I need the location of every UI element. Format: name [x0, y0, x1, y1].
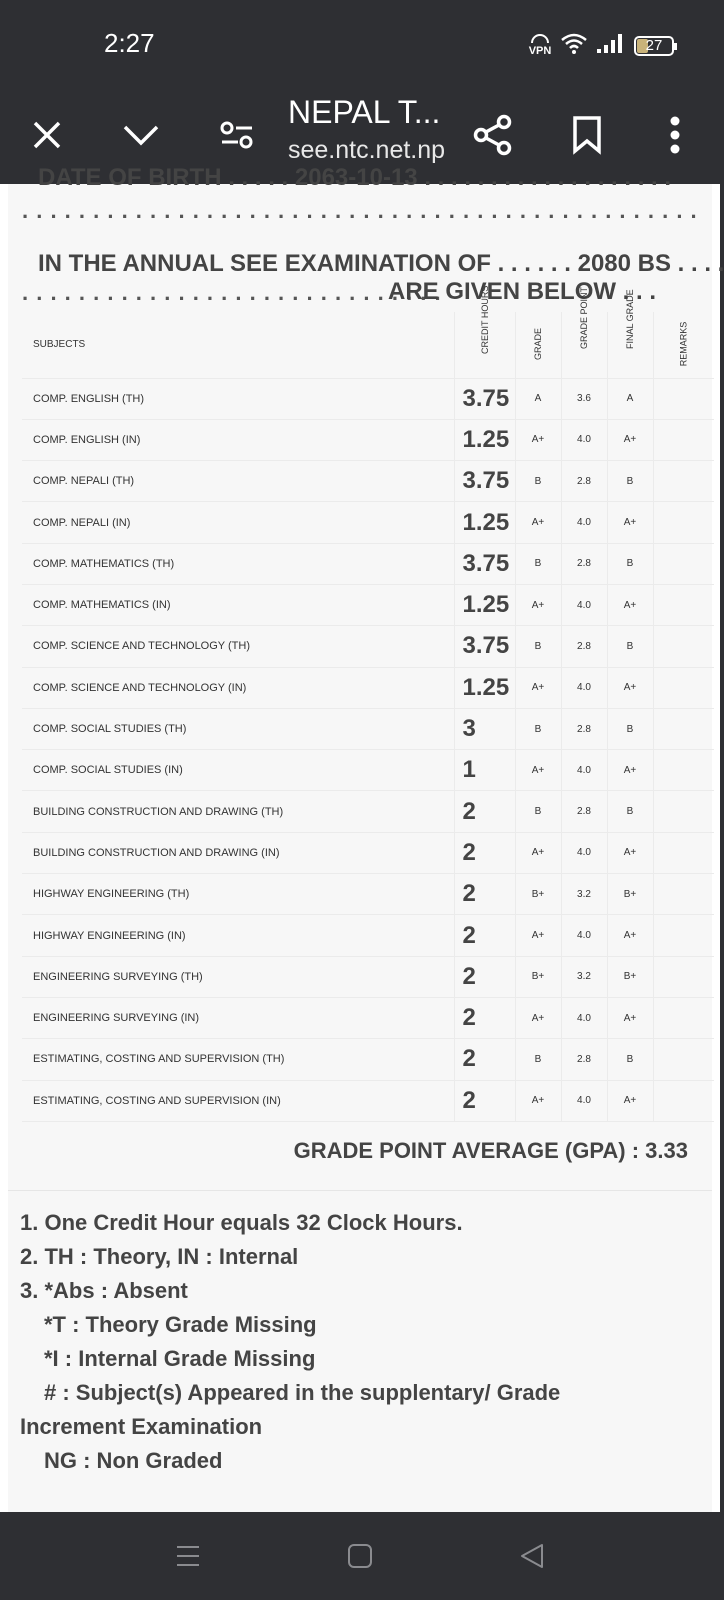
table-row	[22, 1039, 714, 1080]
cell-subject: COMP. SCIENCE AND TECHNOLOGY (TH)	[22, 626, 454, 667]
chevron-down-icon[interactable]	[116, 110, 166, 160]
cell-final-grade: B	[607, 543, 653, 584]
cell-remarks	[653, 419, 714, 460]
cell-subject: BUILDING CONSTRUCTION AND DRAWING (TH)	[22, 791, 454, 832]
cell-grade-point: 4.0	[561, 667, 607, 708]
cell-remarks	[653, 874, 714, 915]
cell-grade: A+	[515, 997, 561, 1038]
cell-grade-point: 2.8	[561, 791, 607, 832]
cell-grade: A+	[515, 584, 561, 625]
table-row	[22, 584, 714, 625]
cell-grade: A+	[515, 832, 561, 873]
cell-grade-point: 4.0	[561, 1080, 607, 1121]
cell-final-grade: A+	[607, 667, 653, 708]
status-bar	[0, 0, 720, 88]
cell-grade: B+	[515, 874, 561, 915]
notes-divider	[8, 1190, 712, 1191]
exam-heading: IN THE ANNUAL SEE EXAMINATION OF . . . . . . 2080 BS . . . .	[38, 250, 724, 277]
cell-subject: ENGINEERING SURVEYING (IN)	[22, 997, 454, 1038]
more-vert-icon[interactable]	[650, 110, 700, 160]
cell-final-grade: A+	[607, 1080, 653, 1121]
cell-credit-hours: 1	[454, 750, 515, 791]
cell-final-grade: B+	[607, 874, 653, 915]
table-row	[22, 502, 714, 543]
cell-remarks	[653, 750, 714, 791]
table-row	[22, 832, 714, 873]
close-icon[interactable]	[22, 110, 72, 160]
cell-subject: ENGINEERING SURVEYING (TH)	[22, 956, 454, 997]
cell-remarks	[653, 791, 714, 832]
result-sheet	[8, 164, 724, 1512]
wifi-icon	[560, 32, 588, 59]
recent-apps-icon[interactable]	[172, 1540, 204, 1572]
vpn-icon	[528, 35, 552, 56]
web-page[interactable]	[0, 164, 724, 1512]
table-row	[22, 1080, 714, 1121]
cell-remarks	[653, 502, 714, 543]
table-row	[22, 915, 714, 956]
cell-final-grade: A+	[607, 832, 653, 873]
cell-final-grade: B	[607, 461, 653, 502]
cell-grade-point: 4.0	[561, 915, 607, 956]
table-row	[22, 461, 714, 502]
page-url[interactable]: see.ntc.net.np	[288, 136, 446, 164]
cell-credit-hours: 1.25	[454, 667, 515, 708]
cell-credit-hours: 2	[454, 956, 515, 997]
cell-credit-hours: 1.25	[454, 502, 515, 543]
dotted-line: . . . . . . . . . . . . . . . . . . . . . . . . . . . . . . . . . . . . . . . . . . . . . . . .	[22, 198, 698, 223]
cell-remarks	[653, 626, 714, 667]
cell-remarks	[653, 584, 714, 625]
note-1: 1. One Credit Hour equals 32 Clock Hours.	[20, 1210, 463, 1235]
cell-credit-hours: 2	[454, 915, 515, 956]
cell-subject: ESTIMATING, COSTING AND SUPERVISION (IN)	[22, 1080, 454, 1121]
cell-credit-hours: 3.75	[454, 626, 515, 667]
cell-remarks	[653, 1039, 714, 1080]
cell-credit-hours: 3.75	[454, 461, 515, 502]
gpa-summary: GRADE POINT AVERAGE (GPA) : 3.33	[293, 1138, 688, 1163]
cell-final-grade: A	[607, 378, 653, 419]
cell-grade-point: 2.8	[561, 708, 607, 749]
table-row	[22, 543, 714, 584]
cell-credit-hours: 2	[454, 791, 515, 832]
table-row	[22, 750, 714, 791]
cell-subject: COMP. MATHEMATICS (IN)	[22, 584, 454, 625]
cell-grade-point: 3.6	[561, 378, 607, 419]
table-row	[22, 956, 714, 997]
cell-remarks	[653, 461, 714, 502]
cell-subject: COMP. MATHEMATICS (TH)	[22, 543, 454, 584]
cell-subject: COMP. NEPALI (TH)	[22, 461, 454, 502]
cell-subject: HIGHWAY ENGINEERING (IN)	[22, 915, 454, 956]
note-3-t: *T : Theory Grade Missing	[44, 1312, 317, 1337]
cell-grade: A+	[515, 502, 561, 543]
site-settings-icon[interactable]	[212, 110, 262, 160]
note-3: 3. *Abs : Absent	[20, 1278, 188, 1303]
cell-remarks	[653, 378, 714, 419]
cell-final-grade: A+	[607, 915, 653, 956]
cell-subject: COMP. NEPALI (IN)	[22, 502, 454, 543]
header-remarks: REMARKS	[653, 312, 714, 378]
cell-remarks	[653, 543, 714, 584]
cell-remarks	[653, 997, 714, 1038]
back-icon[interactable]	[516, 1540, 548, 1572]
cell-final-grade: A+	[607, 502, 653, 543]
cell-grade-point: 4.0	[561, 584, 607, 625]
cell-grade-point: 4.0	[561, 750, 607, 791]
cell-credit-hours: 1.25	[454, 419, 515, 460]
date-of-birth-line: DATE OF BIRTH . . . . . 2063-10-13 . . . . . . . . . . . . . . . . . . .	[38, 164, 672, 191]
note-3-i: *I : Internal Grade Missing	[44, 1346, 316, 1371]
cell-final-grade: B	[607, 626, 653, 667]
cell-final-grade: B	[607, 708, 653, 749]
cell-grade: B	[515, 461, 561, 502]
table-header-row	[22, 312, 714, 378]
cell-final-grade: B	[607, 1039, 653, 1080]
cell-final-grade: B	[607, 791, 653, 832]
cell-grade-point: 4.0	[561, 419, 607, 460]
cell-subject: ESTIMATING, COSTING AND SUPERVISION (TH)	[22, 1039, 454, 1080]
cell-grade: A+	[515, 750, 561, 791]
cell-grade-point: 2.8	[561, 1039, 607, 1080]
header-grade-point: GRADE POINT	[561, 312, 607, 378]
table-row	[22, 791, 714, 832]
cell-remarks	[653, 915, 714, 956]
cell-subject: BUILDING CONSTRUCTION AND DRAWING (IN)	[22, 832, 454, 873]
cell-grade: A	[515, 378, 561, 419]
cell-grade: A+	[515, 419, 561, 460]
home-icon[interactable]	[344, 1540, 376, 1572]
table-row	[22, 626, 714, 667]
cell-remarks	[653, 956, 714, 997]
cell-grade-point: 2.8	[561, 543, 607, 584]
page-title[interactable]: NEPAL T...	[288, 94, 441, 130]
cell-final-grade: A+	[607, 750, 653, 791]
cell-grade: A+	[515, 667, 561, 708]
table-row	[22, 874, 714, 915]
cell-grade: B	[515, 1039, 561, 1080]
cell-remarks	[653, 832, 714, 873]
note-2: 2. TH : Theory, IN : Internal	[20, 1244, 299, 1269]
exam-heading-continued: ARE GIVEN BELOW . . .	[388, 278, 657, 305]
cell-grade: B+	[515, 956, 561, 997]
bookmark-icon[interactable]	[562, 110, 612, 160]
cell-credit-hours: 3.75	[454, 543, 515, 584]
cell-remarks	[653, 1080, 714, 1121]
table-row	[22, 997, 714, 1038]
note-3-hash: # : Subject(s) Appeared in the supplentary/ Grade	[44, 1380, 561, 1405]
cell-credit-hours: 2	[454, 1039, 515, 1080]
system-nav-bar	[0, 1512, 720, 1600]
cell-credit-hours: 3	[454, 708, 515, 749]
cell-remarks	[653, 667, 714, 708]
cell-credit-hours: 2	[454, 997, 515, 1038]
battery-icon	[634, 36, 674, 56]
cell-subject: COMP. SCIENCE AND TECHNOLOGY (IN)	[22, 667, 454, 708]
cell-subject: COMP. SOCIAL STUDIES (IN)	[22, 750, 454, 791]
results-body	[22, 378, 714, 1121]
cell-grade-point: 3.2	[561, 956, 607, 997]
table-row	[22, 419, 714, 460]
note-3-ng: NG : Non Graded	[44, 1448, 223, 1473]
heading-dots: . . . . . . . . . . . . . . . . . . . . . . . . . . . . . .	[22, 280, 442, 305]
cell-credit-hours: 2	[454, 832, 515, 873]
cell-subject: COMP. SOCIAL STUDIES (TH)	[22, 708, 454, 749]
cell-final-grade: A+	[607, 997, 653, 1038]
battery-level: 27	[645, 36, 663, 54]
cell-remarks	[653, 708, 714, 749]
cell-credit-hours: 2	[454, 1080, 515, 1121]
cell-grade: A+	[515, 915, 561, 956]
note-3-hash-continued: Increment Examination	[20, 1414, 263, 1439]
cell-grade: A+	[515, 1080, 561, 1121]
cell-subject: COMP. ENGLISH (IN)	[22, 419, 454, 460]
cell-grade-point: 3.2	[561, 874, 607, 915]
cell-grade-point: 2.8	[561, 461, 607, 502]
share-icon[interactable]	[468, 110, 518, 160]
status-time: 2:27	[104, 28, 155, 58]
cell-credit-hours: 3.75	[454, 378, 515, 419]
cell-grade-point: 4.0	[561, 832, 607, 873]
cell-grade-point: 4.0	[561, 502, 607, 543]
cell-subject: COMP. ENGLISH (TH)	[22, 378, 454, 419]
table-row	[22, 378, 714, 419]
header-subjects: SUBJECTS	[22, 312, 454, 378]
cell-grade-point: 4.0	[561, 997, 607, 1038]
cell-final-grade: A+	[607, 584, 653, 625]
cell-grade: B	[515, 626, 561, 667]
vpn-label: VPN	[528, 45, 552, 57]
cell-grade: B	[515, 791, 561, 832]
cell-grade: B	[515, 543, 561, 584]
table-row	[22, 708, 714, 749]
cell-grade: B	[515, 708, 561, 749]
header-final-grade: FINAL GRADE	[607, 312, 653, 378]
signal-icon	[596, 32, 626, 59]
cell-final-grade: A+	[607, 419, 653, 460]
header-grade: GRADE	[515, 312, 561, 378]
cell-credit-hours: 1.25	[454, 584, 515, 625]
header-credit-hours: CREDIT HOURS	[454, 312, 515, 378]
cell-credit-hours: 2	[454, 874, 515, 915]
cell-subject: HIGHWAY ENGINEERING (TH)	[22, 874, 454, 915]
cell-grade-point: 2.8	[561, 626, 607, 667]
status-icons	[528, 32, 674, 59]
table-row	[22, 667, 714, 708]
cell-final-grade: B+	[607, 956, 653, 997]
